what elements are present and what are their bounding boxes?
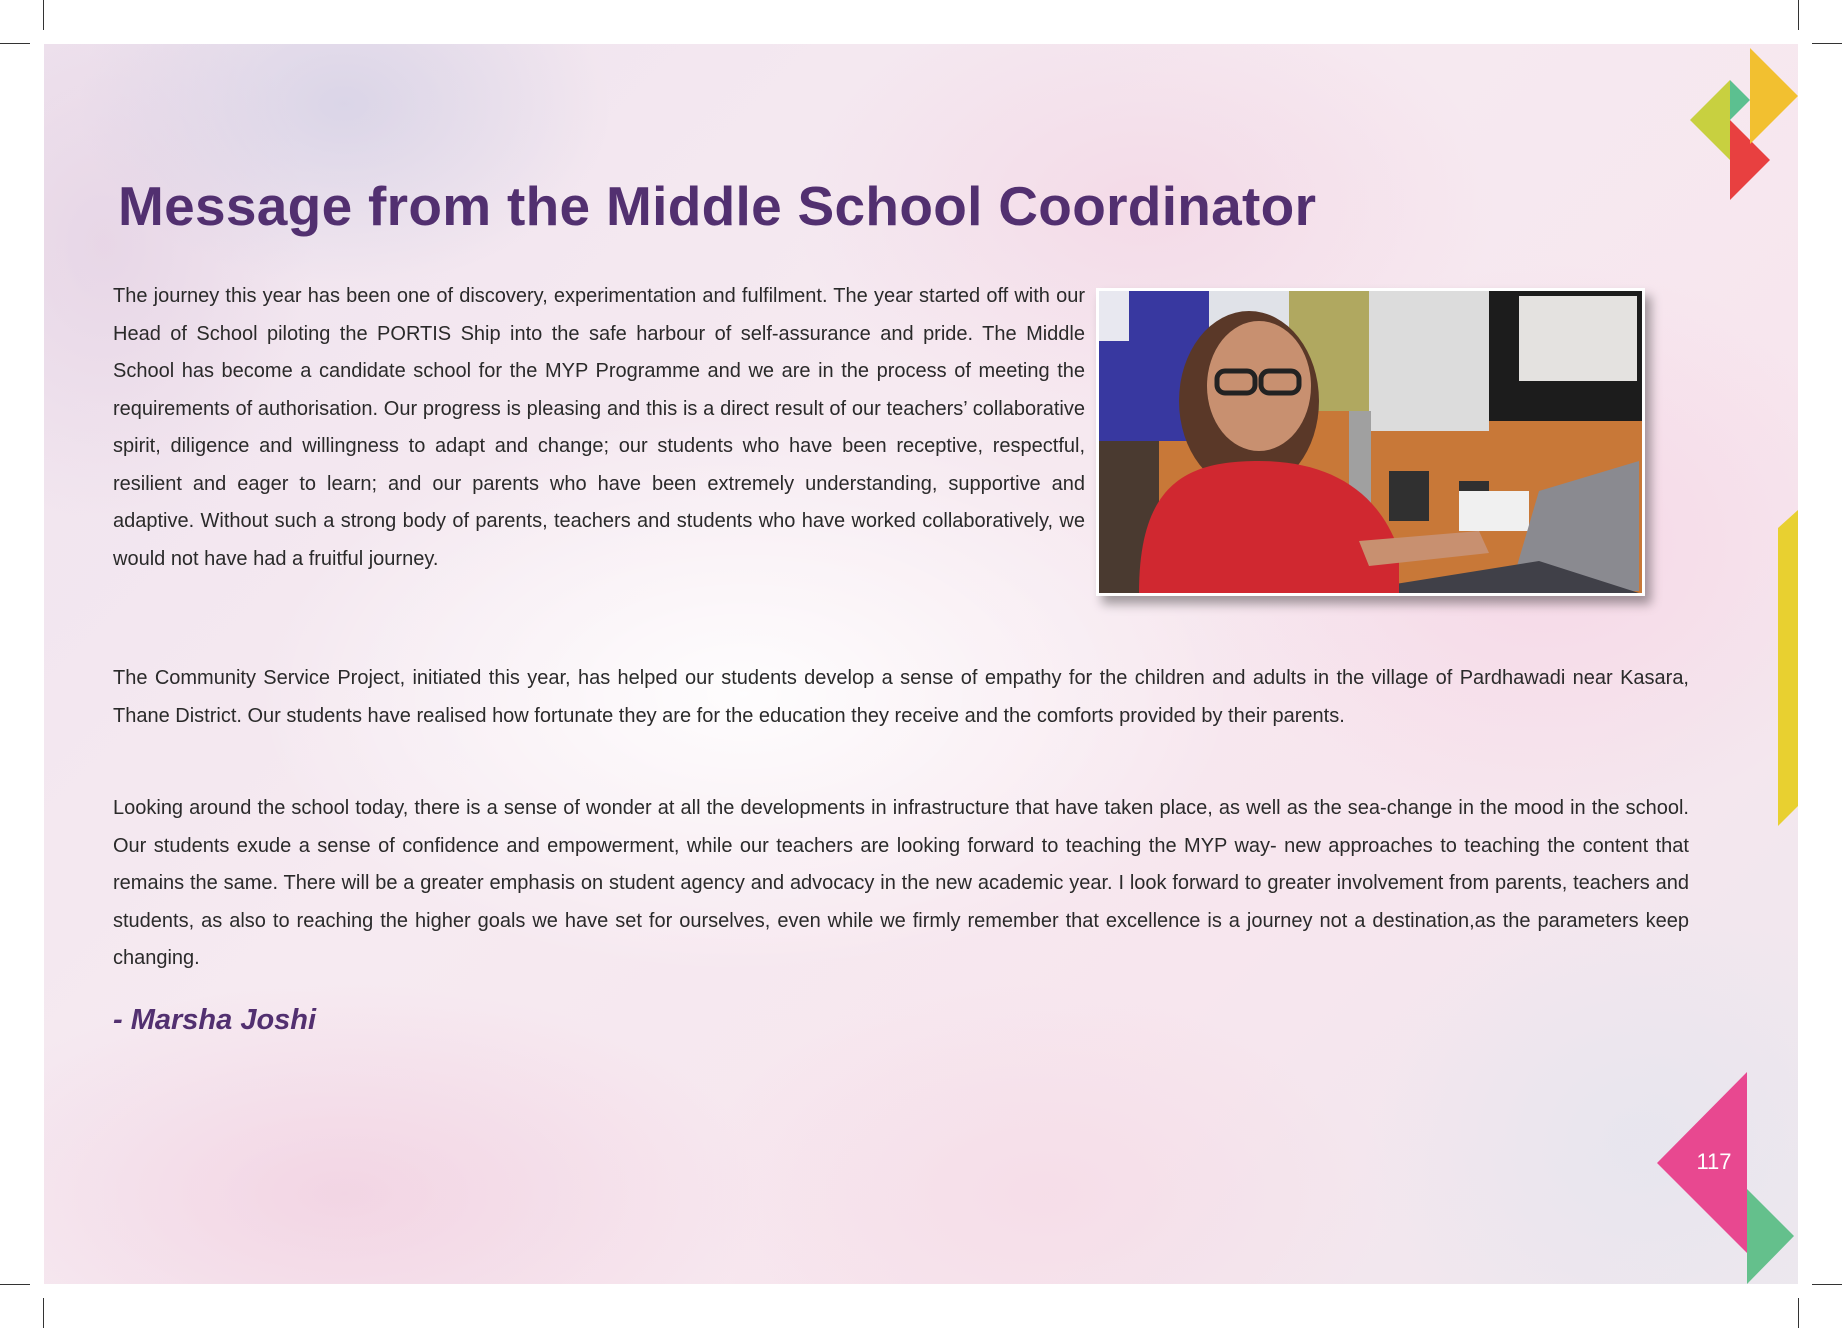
portrait-image — [1099, 291, 1642, 593]
teal-triangle-shape — [1730, 80, 1750, 120]
crop-mark-top-left-h — [0, 43, 30, 44]
crop-mark-top-right-v — [1798, 0, 1799, 30]
lime-triangle-shape — [1690, 80, 1730, 160]
page-number: 117 — [1696, 1149, 1732, 1174]
tangram-decoration-top — [1684, 44, 1798, 204]
paragraph-2: The Community Service Project, initiated this year, has helped our students develop a sense of empathy for the children and adults in the village of Pardhawadi near Kasara, Thane District. Our students have realised how fortunate they are for the education they receive and the comforts provided by their parents. — [113, 667, 1689, 727]
crop-mark-bottom-right-v — [1798, 1298, 1799, 1328]
page-title: Message from the Middle School Coordinator — [118, 175, 1317, 237]
crop-mark-top-right-h — [1812, 43, 1842, 44]
crop-mark-bottom-left-h — [0, 1284, 30, 1285]
crop-mark-top-left-v — [43, 0, 44, 30]
page-number-decoration — [1654, 1072, 1798, 1284]
document-page — [44, 44, 1798, 1284]
yellow-side-bar — [1778, 510, 1798, 826]
signature: - Marsha Joshi — [113, 1004, 317, 1036]
coordinator-photo — [1096, 288, 1645, 596]
paragraph-1: The journey this year has been one of discovery, experimentation and fulfilment. The year started off with our Head of School piloting the PORTIS Ship into the safe harbour of self-assurance and pride. The Middle School has become a candidate school for the MYP Programme and we are in the process of meeting the requirements of authorisation. Our progress is pleasing and this is a direct result of our teachers’ collaborative spirit, diligence and willingness to adapt and change; our students who have been receptive, respectful, resilient and eager to learn; and our parents who have been extremely understanding, supportive and adaptive. Without such a strong body of parents, teachers and students who have worked collaboratively, we would not have had a fruitful journey. — [113, 285, 1085, 570]
crop-mark-bottom-left-v — [43, 1298, 44, 1328]
yellow-triangle-shape — [1750, 48, 1798, 144]
green-triangle-shape — [1747, 1189, 1794, 1284]
crop-mark-bottom-right-h — [1812, 1284, 1842, 1285]
paragraph-3: Looking around the school today, there is a sense of wonder at all the developments in infrastructure that have taken place, as well as the sea-change in the mood in the school. Our students exude a sense of confidence and empowerment, while our teachers are looking forward to teaching the MYP way- new approaches to teaching the content that remains the same. There will be a greater emphasis on student agency and advocacy in the new academic year. I look forward to greater involvement from parents, teachers and students, as also to reaching the higher goals we have set for ourselves, even while we firmly remember that excellence is a journey not a destination,as the parameters keep changing. — [113, 797, 1689, 969]
